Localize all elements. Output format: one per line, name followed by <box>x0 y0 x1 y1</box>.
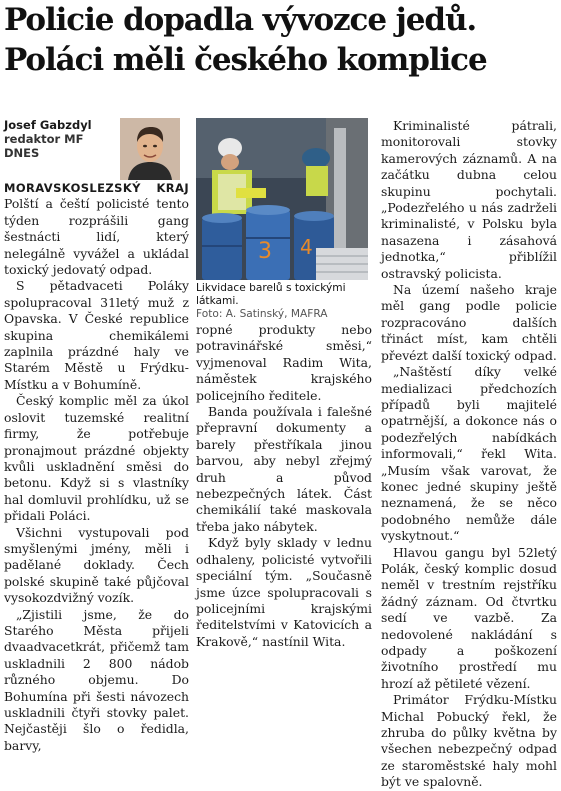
photo-caption <box>196 282 372 321</box>
caption-text: Likvidace barelů s toxickými látkami. <box>196 282 346 307</box>
barrels-photo-image <box>196 118 368 280</box>
author-role: redaktor MF DNES <box>4 132 84 160</box>
author-block <box>4 118 114 160</box>
author-photo <box>120 118 180 180</box>
paragraph: Kriminalisté pátrali, monitorovali stovky kamerových záznamů. A na začátku dubna celou skupinu pochytali. „Podezřelého u nás zadrželi kriminalisté, v Polsku byla nasazena i zásahová jednotka,“ přiblížil ostravský policista. <box>381 118 557 281</box>
headline-line-2: Poláci měli českého komplice <box>4 42 487 78</box>
column-3 <box>381 118 557 791</box>
author-portrait-image <box>120 118 180 180</box>
column-2-body <box>196 322 372 650</box>
barrel-mark: 3 <box>258 239 272 264</box>
paragraph: Všichni vystupovali pod smyšlenými jmény, měli i padělané doklady. Čech polské skupině také půjčoval vysokozdvižný vozík. <box>4 524 189 606</box>
news-photo <box>196 118 368 280</box>
column-1-body <box>4 180 189 754</box>
paragraph: Na území našeho kraje měl gang podle policie rozpracováno dalších třináct míst, kam chtěli převézt další toxický odpad. <box>381 282 557 363</box>
paragraph: Primátor Frýdku-Místku Michal Pobucký řekl, že zhruba do půlky května by všechen nebezpečný odpad ze staroměstské haly mohl být ve spalovně. <box>381 692 557 790</box>
lead-text: Polští a čeští policisté tento týden rozprášili gang šestnácti lidí, který nelegálně vyvážel a ukládal toxický jedovatý odpad. <box>4 196 189 278</box>
paragraph: ropné produkty nebo potravinářské směsi,“ vyjmenoval Radim Wita, náměstek krajského policejního ředitele. <box>196 322 372 403</box>
paragraph: „Zjistili jsme, že do Starého Města přijeli dvaadvacetkrát, přičemž tam uskladnili 2 800 nádob různého objemu. Do Bohumína při šesti návozech uskladnili čtyři stovky palet. Nejčastěji šlo o ředidla, barvy, <box>4 606 189 753</box>
lead-paragraph <box>4 180 189 278</box>
photo-credit: Foto: A. Satinský, MAFRA <box>196 308 328 320</box>
region-label: MORAVSKOSLEZSKÝ KRAJ <box>4 181 189 195</box>
paragraph: S pětadvaceti Poláky spolupracoval 31letý muž z Opavska. V České republice skupina chemikálemi zaplnila prázdné haly ve Starém Městě u Frýdku-Místku a v Bohumíně. <box>4 278 189 392</box>
headline <box>4 0 560 80</box>
paragraph: Banda používala i falešné přepravní dokumenty a barely přestříkala jinou barvou, aby nebyl zřejmý druh a původ nebezpečných látek. Část chemikálií také maskovala třeba jako nábytek. <box>196 404 372 534</box>
paragraph: Když byly sklady v lednu odhaleny, policisté vytvořili speciální tým. „Současně jsme úzce spolupracovali s policejními krajskými ředitelstvími v Katovicích a Krakově,“ nastínil Wita. <box>196 535 372 649</box>
barrel-mark: 4 <box>300 235 313 259</box>
headline-line-1: Policie dopadla vývozce jedů. <box>4 2 477 38</box>
author-name: Josef Gabzdyl <box>4 118 92 132</box>
paragraph: „Naštěstí díky velké medializaci předchozích případů byli majitelé opatrnější, a dokonce nás o podezřelých nabídkách informovali,“ řekl Wita. „Musím však varovat, že konec jedné skupiny ještě neznamená, že se něco podobného nemůže dále vyskytnout.“ <box>381 364 557 544</box>
paragraph: Hlavou gangu byl 52letý Polák, český komplic dosud neměl v trestním rejstříku žádný záznam. Od čtvrtku sedí ve vazbě. Za nedovolené nakládání s odpady a poškození životního prostředí mu hrozí až pětileté vězení. <box>381 544 557 691</box>
paragraph: Český komplic měl za úkol oslovit tuzemské realitní firmy, že potřebuje pronajmout prázdné objekty kvůli uskladnění směsi do betonu. Když si s vlastníky hal domluvil prohlídku, už se přidali Poláci. <box>4 393 189 524</box>
